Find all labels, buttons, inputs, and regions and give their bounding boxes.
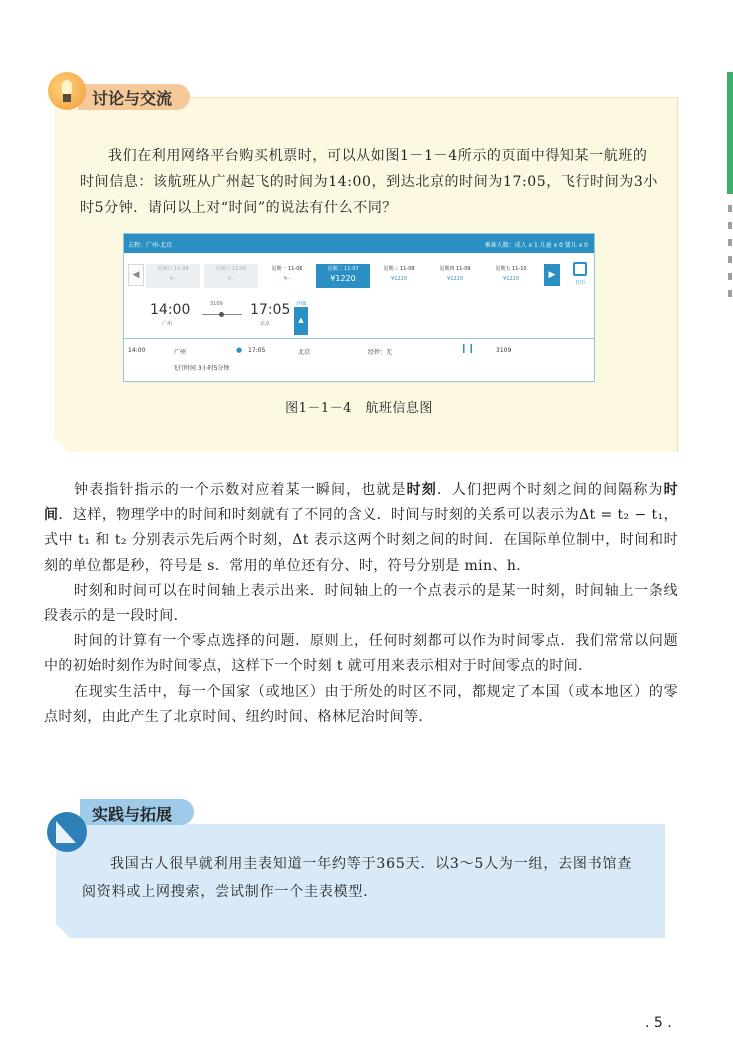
discussion-title: 讨论与交流 [92, 89, 173, 108]
date-option[interactable]: 星期五 11-10 ¥1220 [495, 266, 527, 282]
date-option[interactable]: 星期四 11-09 ¥1220 [439, 266, 471, 282]
body-text [44, 478, 678, 730]
arrive-city: 北京 [260, 321, 271, 327]
date-option[interactable]: 星期日 11-05 ¥-- [204, 264, 258, 288]
body-paragraph-2: 时刻和时间可以在时间轴上表示出来．时间轴上的一个点表示的是某一时刻，时间轴上一条线段表示的是一段时间． [44, 582, 678, 625]
next-date-arrow-icon[interactable]: ▶ [544, 264, 560, 286]
flight-passengers: 乘客人数：成人 x 1 儿童 x 0 婴儿 x 0 [484, 242, 588, 249]
flight-route: 去程：广州-北京 [128, 242, 173, 249]
flight-number: 3109 [210, 301, 223, 307]
plane-dot-icon [219, 312, 224, 317]
set-square-icon [47, 812, 87, 852]
flight-duration: 飞行时间 3小时5分钟 [172, 365, 230, 372]
flight-detail-row: 14:00 广州 ● 17:05 北京 经停：无 ❙❙ 3109 飞行时间 3小时5分钟 [124, 338, 594, 382]
page-number: . 5 . [645, 1015, 672, 1031]
depart-time: 14:00 [150, 302, 191, 318]
body-paragraph-3: 时间的计算有一个零点选择的问题．原则上，任何时刻都可以作为时间零点．我们常常以问题中的初始时刻作为时间零点，这样下一个时刻 t 就可用来表示相对于时间零点的时间． [44, 633, 678, 675]
date-option-selected[interactable]: 星期二 11-07 ¥1220 [316, 264, 370, 288]
date-option[interactable]: 星期一 11-06 ¥-- [271, 266, 303, 282]
arrive-time: 17:05 [250, 302, 291, 318]
prev-date-arrow-icon[interactable]: ◀ [128, 264, 144, 286]
flight-header-bar [124, 234, 594, 253]
practice-text [82, 850, 642, 906]
detail-toggle[interactable]: 详细 ▲ [294, 300, 308, 336]
date-option[interactable]: 星期三 11-08 ¥1220 [383, 266, 415, 282]
body-paragraph-1: 钟表指针指示的一个示数对应着某一瞬间，也就是时刻．人们把两个时刻之间的间隔称为时间．这样，物理学中的时间和时刻就有了不同的含义．时间与时刻的关系可以表示为Δt = t₂ − t₁，式中 t₁ 和 t₂ 分别表示先后两个时刻，Δt 表示这两个时刻之间的时间．在国际单位制中，时间和时刻的单位都是秒，符号是 s．常用的单位还有分、时，符号分别是 min、h． [44, 482, 678, 574]
date-option[interactable]: 星期日 11-04 ¥-- [146, 264, 200, 288]
depart-city: 广州 [162, 321, 173, 327]
practice-title: 实践与拓展 [92, 805, 173, 824]
practice-paragraph: 我国古人很早就利用圭表知道一年约等于365天．以3～5人为一组，去图书馆查阅资料或上网搜索，尝试制作一个圭表模型． [82, 856, 633, 900]
chapter-tab-glyphs [728, 205, 733, 307]
calendar-icon [573, 262, 587, 276]
flight-info-figure [123, 233, 595, 382]
figure-caption: 图1－1－4 航班信息图 [285, 401, 433, 416]
date-selector [124, 256, 594, 290]
chapter-tab [727, 72, 733, 194]
lightbulb-icon [48, 72, 86, 110]
collapse-arrow-icon: ▲ [294, 307, 308, 335]
discussion-text [80, 143, 658, 221]
discussion-paragraph: 我们在利用网络平台购买机票时，可以从如图1－1－4所示的页面中得知某一航班的时间信息：该航班从广州起飞的时间为14:00，到达北京的时间为17:05，飞行时间为3小时5分钟．请问以上对“时间”的说法有什么不同？ [80, 148, 658, 216]
meal-icon: ❙❙ [460, 344, 476, 354]
body-paragraph-4: 在现实生活中，每一个国家（或地区）由于所处的时区不同，都规定了本国（或本地区）的零点时刻，由此产生了北京时间、纽约时间、格林尼治时间等． [44, 683, 678, 725]
calendar-button[interactable]: 日历 [570, 262, 590, 290]
plane-icon: ● [236, 346, 243, 354]
